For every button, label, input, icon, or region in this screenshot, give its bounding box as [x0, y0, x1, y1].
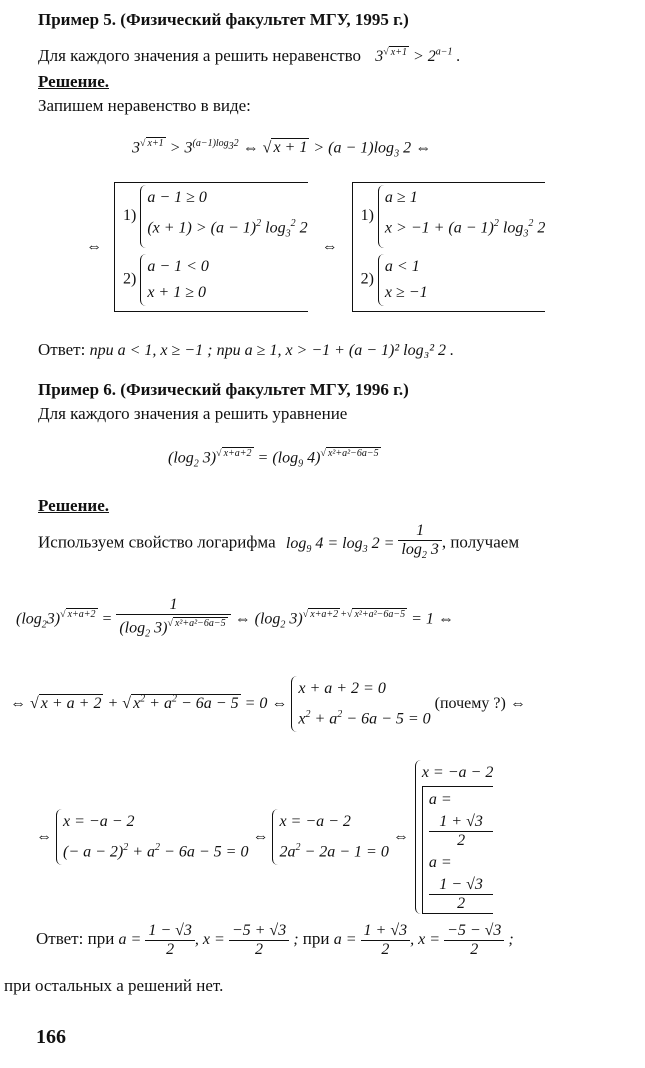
example-6-task: Для каждого значения a решить уравнение: [38, 404, 348, 423]
final-remark: при остальных a решений нет.: [4, 976, 224, 995]
equation-step-2: ⇔ √ x + a + 2 + √ $x^2 + a^2 - 6a - 5 = 0$ ⇔ x + a + 2 = 0 $x^2 + a^2 - 6a - 5 = 0$ (почему ?) ⇔: [10, 676, 526, 732]
rewrite-text: Запишем неравенство в виде:: [38, 96, 251, 115]
inequality-formula: $3^{√ x+1} > 2^{a-1}$ .: [375, 46, 461, 65]
solution-label-5: Решение.: [38, 72, 109, 91]
page-number: 166: [36, 1026, 66, 1048]
system-left: 1) a − 1 ≥ 0 $(x + 1) > (a - 1)^2$ $\log_3^2 2$ 2) a − 1 < 0 x + 1 ≥ 0: [114, 182, 308, 312]
system-right: 1) a ≥ 1 $x > -1 + (a - 1)^2$ $\log_3^2 2$ 2) a < 1 x ≥ −1: [352, 182, 546, 312]
systems-block: ⇔ 1) a − 1 ≥ 0 $(x + 1) > (a - 1)^2$ $\log_3^2 2$ 2) a − 1 < 0 x + 1 ≥ 0 ⇔ 1) a ≥ 1 $x > -1 + (a - 1)^2$ $\log_3^2 2$ 2) a < 1 x ≥ −1: [86, 182, 545, 312]
answer-6: Ответ: при a = $\frac{1 - √3}{2}$ , x = $\frac{-5 + √3}{2}$ ; при a = $\frac{1 + √3}{2}$ , x = $\frac{-5 - √3}{2}$ ;: [36, 922, 514, 958]
property-line: Используем свойство логарифма $\log_9 4 = \log_3 2$ = $\frac{1}{\log_2 3}$ , получаем: [38, 522, 520, 562]
example-5-task: Для каждого значения a решить неравенство $3^{√ x+1} > 2^{a-1}$ .: [38, 46, 461, 65]
equation-step-1: $(\log_23)^{√ x+a+2}$ = $\frac{1}{(\log_2 3)^{√ x^2+a^2-6a-5}}$ ⇔ ($\log_2$ 3)$^{√ x+a+2 +√ x^2+a^2-6a-5}$ = 1 ⇔: [16, 596, 454, 640]
example-5-heading: Пример 5. (Физический факультет МГУ, 1995 г.): [38, 10, 409, 29]
formula-log-transform: $3^{√ x+1} > 3^{(a-1)log_32}$ ⇔ √ $x + 1 > (a - 1)\log_3$ 2 ⇔: [132, 138, 432, 160]
equation-step-3: ⇔ x = −a − 2 (− $a - 2)^2 + a^2 - 6a - 5 = 0$ ⇔ x = −a − 2 $2a^2 - 2a - 1 = 0$ ⇔ x = −a − 2 a = 1 + √3 2 a = 1 − √3 2: [36, 760, 493, 914]
answer-5: Ответ: при a < 1, x ≥ −1 ; при a ≥ 1, x > −1 + (a − 1)² log₃² 2 .: [38, 340, 454, 359]
equation-6: ($\log_2$ $3)^{√ x+a+2} = (\log_9$ 4)$^{√ x^2+a^2-6a-5}$: [168, 448, 379, 470]
example-6-heading: Пример 6. (Физический факультет МГУ, 1996 г.): [38, 380, 409, 399]
solution-label-6: Решение.: [38, 496, 109, 515]
